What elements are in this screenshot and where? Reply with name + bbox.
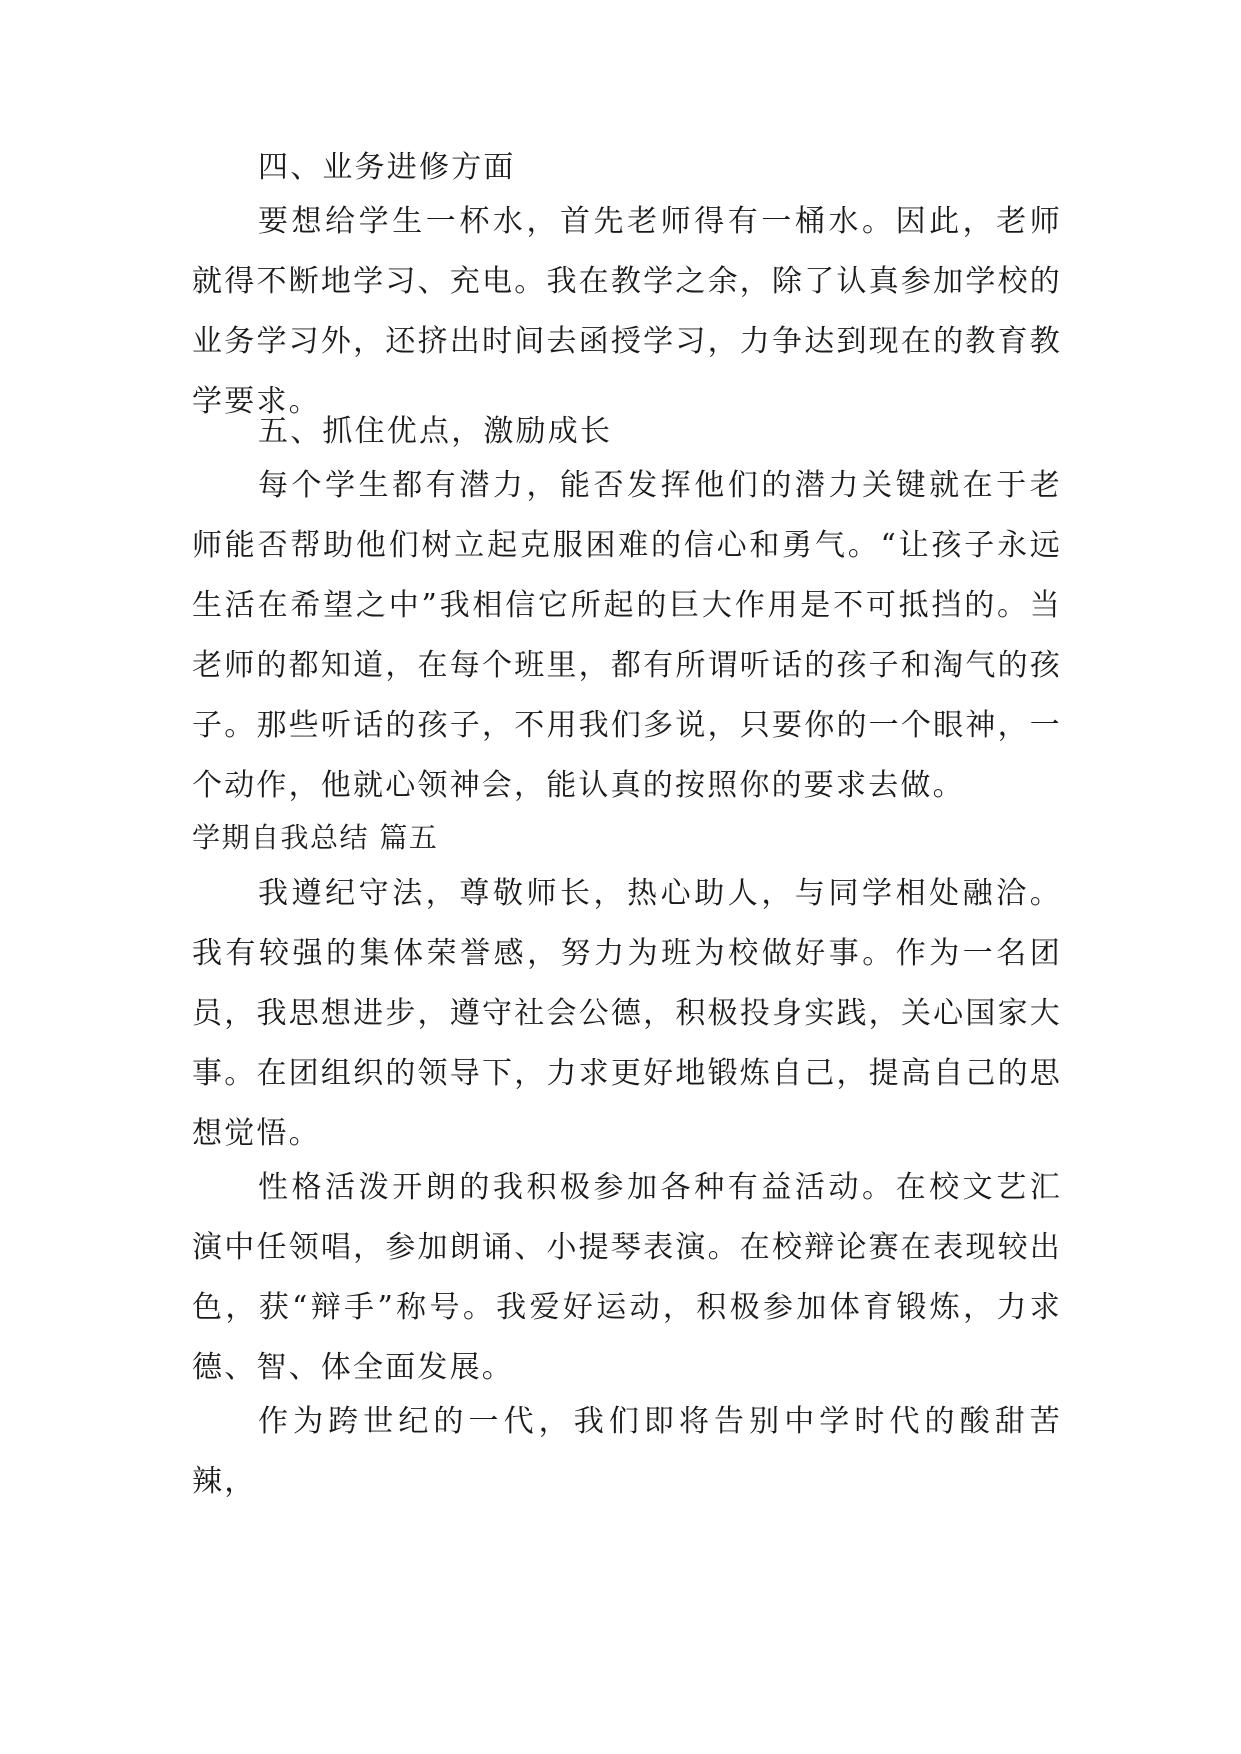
- section-heading-encourage-growth: 五、抓住优点，激励成长: [258, 414, 613, 449]
- section-heading-business-study: 四、业务进修方面: [258, 150, 516, 185]
- paragraph-business-study: 要想给学生一杯水，首先老师得有一桶水。因此，老师就得不断地学习、充电。我在教学之余，除了认真参加学校的业务学习外，还挤出时间去函授学习，力争达到现在的教育教学要求。: [192, 204, 1062, 419]
- article-title: 学期自我总结 篇五: [192, 821, 439, 854]
- paragraph-encourage-growth: 每个学生都有潜力，能否发挥他们的潜力关键就在于老师能否帮助他们树立起克服困难的信心和勇气。“让孩子永远生活在希望之中”我相信它所起的巨大作用是不可抵挡的。当老师的都知道，在每个班里，都有所谓听话的孩子和淘气的孩子。那些听话的孩子，不用我们多说，只要你的一个眼神，一个动作，他就心领神会，能认真的按照你的要求去做。: [192, 468, 1062, 803]
- paragraph-self-summary-3: 作为跨世纪的一代，我们即将告别中学时代的酸甜苦辣，: [192, 1404, 1062, 1499]
- paragraph-self-summary-1: 我遵纪守法，尊敬师长，热心助人，与同学相处融洽。我有较强的集体荣誉感，努力为班为校做好事。作为一名团员，我思想进步，遵守社会公德，积极投身实践，关心国家大事。在团组织的领导下，力求更好地锻炼自己，提高自己的思想觉悟。: [192, 876, 1062, 1151]
- paragraph-self-summary-2: 性格活泼开朗的我积极参加各种有益活动。在校文艺汇演中任领唱，参加朗诵、小提琴表演。在校辩论赛在表现较出色，获“辩手”称号。我爱好运动，积极参加体育锻炼，力求德、智、体全面发展。: [192, 1170, 1062, 1385]
